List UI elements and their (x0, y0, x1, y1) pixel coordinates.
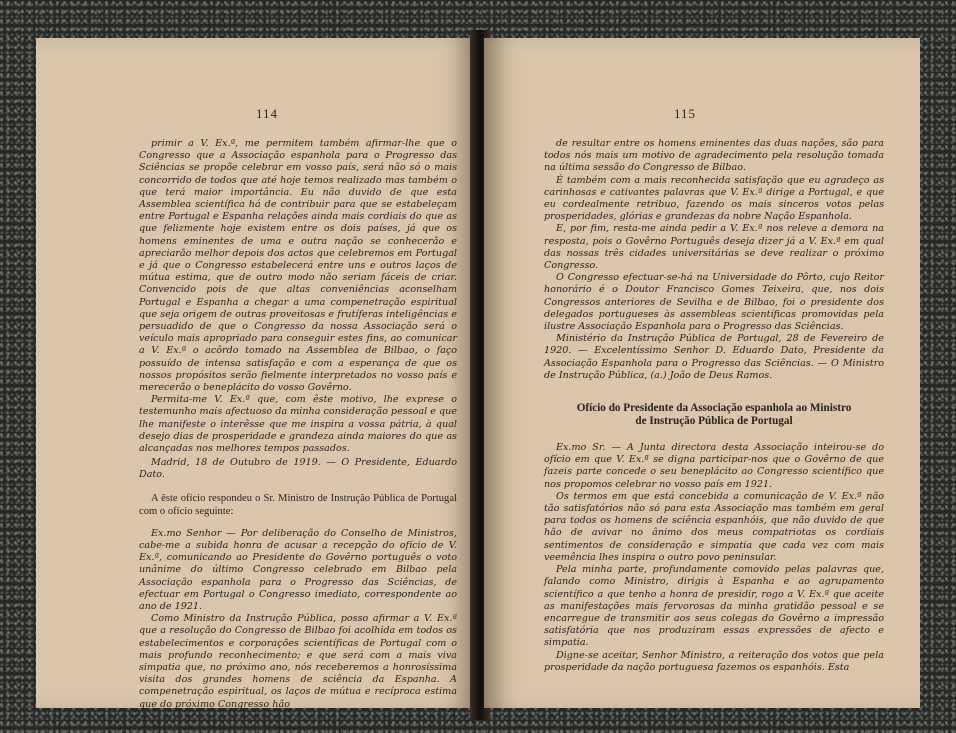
page-number: 114 (256, 106, 279, 121)
paragraph: Ex.mo Sr. — A Junta directora desta Associação inteirou-se do ofício em que V. Ex.ª se digna participar-nos que o Govêrno de que fazeis parte concede o seu beneplácito ao Congresso scientífico que nos propomos celebrar no vosso país em 1921. (544, 442, 884, 490)
paragraph: É também com a mais reconhecida satisfação que eu agradeço as carinhosas e cativantes palavras que V. Ex.ª dirige a Portugal, e que eu cordealmente retribuo, fazendo os mais sinceros votos pelas prosperidades, glórias e grandezas da nobre Nação Espanhola. (544, 174, 884, 223)
paragraph: Os termos em que está concebida a comunicação de V. Ex.ª não tão satisfatórios não só para esta Associação mas também em geral para todos os homens de sciência espanhóis, que não duvido de que hão de avivar no ânimo dos meus compatriotas os cordiais sentimentos de consideração e simpatia que cada vez com mais veemência lhes inspira o outro povo peninsular. (544, 490, 884, 563)
paragraph: Digne-se aceitar, Senhor Ministro, a reiteração dos votos que pela prosperidade da nação portuguesa fazemos os espanhóis. Esta (544, 649, 884, 673)
paragraph: Permita-me V. Ex.ª que, com êste motivo, lhe exprese o testemunho mais afectuoso da minha consideração pessoal e que lhe manifeste o interêsse que me inspira a vossa pátria, à qual desejo dias de prosperidade e grandeza ainda maiores do que as alcançadas nos melhores tempos passados. (139, 394, 457, 455)
paragraph: de resultar entre os homens eminentes das duas nações, são para todos nós mais um motivo de agradecimento pela resolução tomada na última sessão do Congresso de Bilbao. (544, 138, 884, 174)
signature-line: Madrid, 18 de Outubro de 1919. — O Presidente, Eduardo Dato. (139, 457, 457, 481)
heading-line: Ofício do Presidente da Associação espanhola ao Ministro (576, 402, 852, 415)
page-text (139, 138, 457, 711)
paragraph: O Congresso efectuar-se-há na Universidade do Pôrto, cujo Reitor honorário é o Doutor Francisco Gomes Teixeira, que, nos dois Congressos anteriores de Sevilha e de Bilbao, foi o presidente dos delegados portugueses às assembleas scientíficas promovidas pela ilustre Associação Espanhola para o Progresso das Sciências. (544, 272, 884, 333)
paragraph: E, por fim, resta-me ainda pedir a V. Ex.ª nos releve a demora na resposta, pois o Govêrno Português deseja dizer já a V. Ex.ª em qual das nossas três cidades universitárias se deve realizar o próximo Congresso. (544, 223, 884, 272)
page-text (544, 138, 884, 674)
paragraph: Pela minha parte, profundamente comovido pelas palavras que, falando como Ministro, dirigis à Espanha e ao agrupamento scientífico a que tenho a honra de presidir, rogo a V. Ex.ª que aceite as manifestações mais fervorosas da minha gratidão pessoal e se encarregue de transmitir aos seus colegas do Govêrno a impressão satisfatória que nos produziram essas expressões de afecto e simpatia. (544, 564, 884, 649)
paragraph: Ex.mo Senhor — Por deliberação do Conselho de Ministros, cabe-me a subida honra de acusar a recepção do ofício de V. Ex.ª, comunicando ao Presidente do Govêrno português o voto unânime do último Congresso celebrado em Bilbao pela Associação espanhola para o Progresso das Sciências, de efectuar em Portugal o Congresso imediato, correspondente ao ano de 1921. (139, 527, 457, 612)
paragraph: Como Ministro da Instrução Pública, posso afirmar a V. Ex.ª que a resolução do Congresso de Bilbao foi acolhida em todos os estabelecimentos e corporações scientíficas de Portugal com o mais profundo reconhecimento; e que será com a mais viva simpatia que, no próximo ano, nós receberemos a honrosíssima visita dos grandes homens de sciência da Espanha. A compenetração espiritual, os laços de mútua e recíproca estima que do próximo Congresso hão (139, 613, 457, 710)
paragraph: A êste ofício respondeu o Sr. Ministro de Instrução Pública de Portugal com o ofício seguinte: (139, 492, 457, 517)
page-number: 115 (674, 106, 697, 121)
right-page (484, 38, 920, 708)
paragraph: primir a V. Ex.ª, me permitem também afirmar-lhe que o Congresso que a Associação espanhola para o Progresso das Sciências se propõe celebrar em vosso país, será não só o mais concorrido de todos que até hoje temos realizado mas também o que terá maior importância. Eu não duvido de que esta Assemblea scientífica há de contribuir para que se estabeleçam entre Portugal e Espanha relações ainda mais cordiais do que as que felizmente hoje existem entre os dois países, já que os homens eminentes de uma e outra nação se conhecerão e apreciarão melhor depois dos actos que celebremos em Portugal e já que o Congresso estabelecerá entre uns e outros laços de mútua estima, que de outro modo não seriam fáceis de criar. Convencido pois de que altas conveniências aconselham Portugal e Espanha a chegar a uma compenetração espiritual que seja origem de outras proveitosas e frutíferas inteligências e persuadido de que o Congresso da nossa Associação será o veículo mais apropriado para conseguir estes fins, ao comunicar a V. Ex.ª o acôrdo tomado na Assemblea de Bilbao, o faço possuído de intensa satisfação e com a esperança de que os nossos propósitos serão fielmente interpretados no vosso país e merecerão o beneplácito do vosso Govêrno. (139, 138, 457, 394)
heading-line: de Instrução Pública de Portugal (635, 415, 793, 428)
paragraph: Ministério da Instrução Pública de Portugal, 28 de Fevereiro de 1920. — Excelentíssimo Senhor D. Eduardo Dato, Presidente da Associação Espanhola para o Progresso das Sciências. — O Ministro de Instrução Pública, (a.) João de Deus Ramos. (544, 333, 884, 381)
section-heading (544, 402, 884, 428)
left-page (36, 38, 476, 708)
